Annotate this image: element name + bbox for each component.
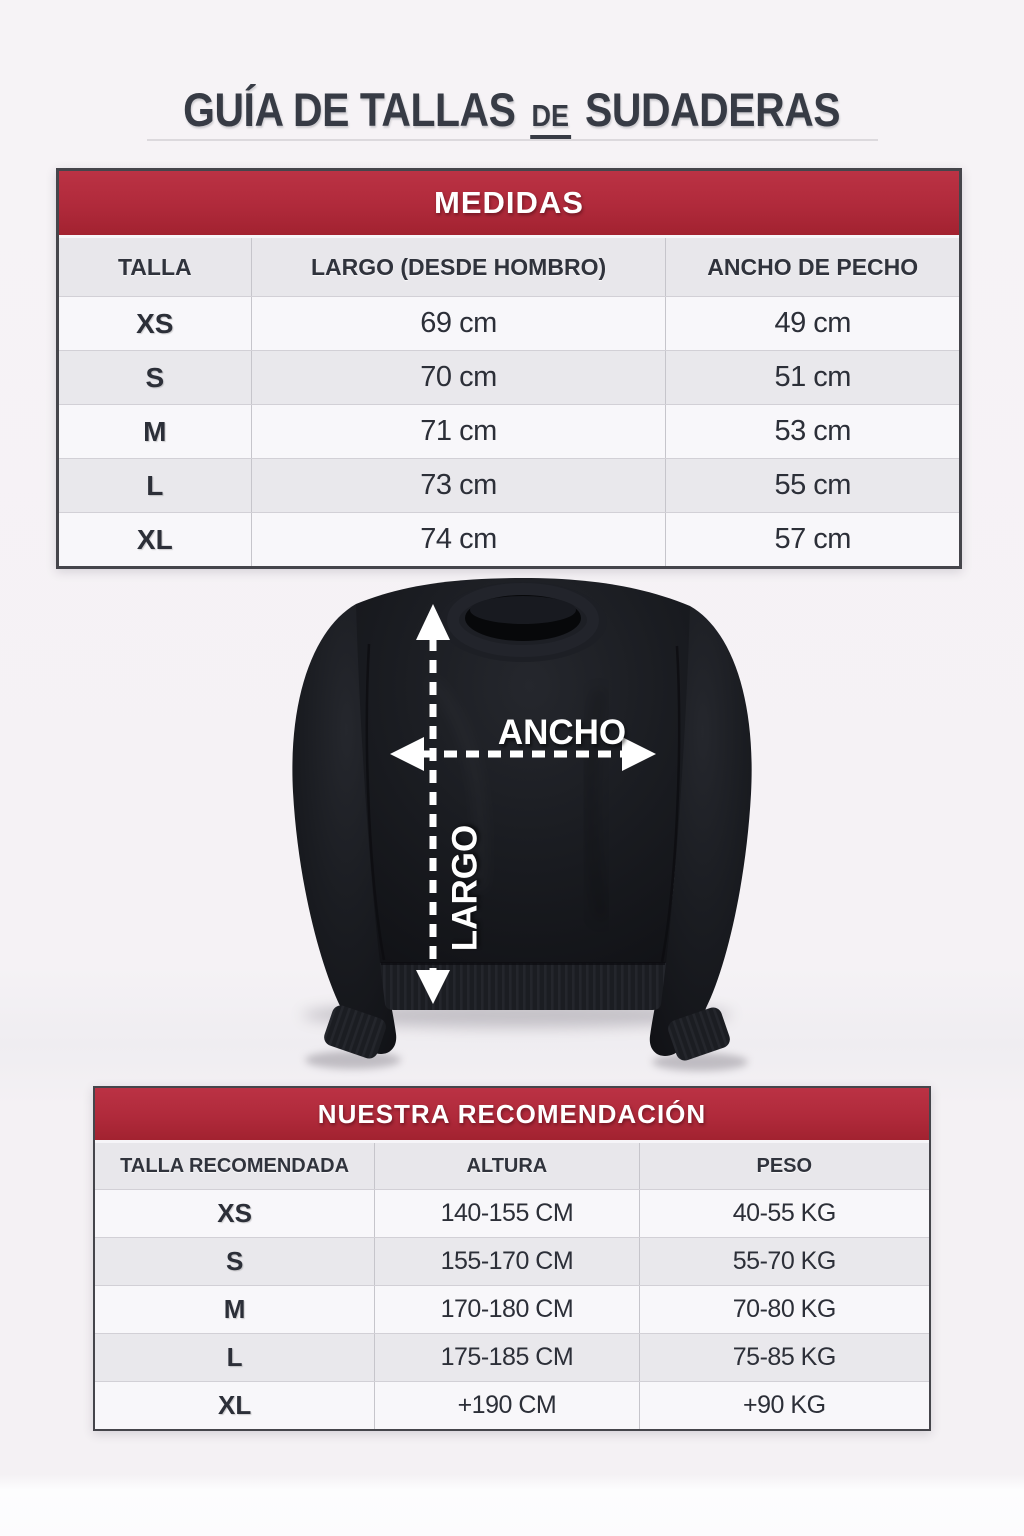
hem-seam (381, 962, 665, 965)
page-title (0, 82, 1024, 139)
recommendation-table (93, 1086, 931, 1431)
column-header-ancho: ANCHO DE PECHO (707, 253, 919, 280)
title-left: GUÍA DE TALLAS (183, 83, 516, 136)
measures-table-header: MEDIDAS (59, 171, 959, 238)
measures-column-headers (59, 238, 959, 296)
ancho-value: 53 cm (774, 415, 851, 447)
ancho-value: 49 cm (774, 307, 851, 339)
altura-value: 170-180 CM (375, 1286, 639, 1333)
size-label: XL (95, 1382, 375, 1429)
size-label: XS (95, 1190, 375, 1237)
title-divider (147, 139, 878, 141)
largo-value: 69 cm (252, 297, 667, 350)
table-row (59, 296, 959, 350)
table-row (59, 458, 959, 512)
peso-value: 70-80 KG (732, 1295, 836, 1323)
largo-value: 71 cm (252, 405, 667, 458)
title-de-underlined: DE (530, 98, 571, 139)
length-arrow-label: LARGO (445, 824, 485, 952)
altura-value: 140-155 CM (375, 1190, 639, 1237)
size-label: L (95, 1334, 375, 1381)
peso-value: 40-55 KG (732, 1199, 836, 1227)
column-header-talla: TALLA (59, 238, 252, 296)
table-row (95, 1285, 929, 1333)
measures-table (56, 168, 962, 569)
ancho-value: 51 cm (774, 361, 851, 393)
table-row (95, 1381, 929, 1429)
table-row (59, 512, 959, 566)
size-label: M (59, 405, 252, 458)
peso-value: +90 KG (743, 1391, 826, 1419)
largo-value: 73 cm (252, 459, 667, 512)
sweatshirt-diagram (250, 560, 780, 1080)
column-header-largo: LARGO (DESDE HOMBRO) (252, 238, 667, 296)
size-label: XS (59, 297, 252, 350)
column-header-peso: PESO (756, 1154, 813, 1177)
collar-inner-back (470, 596, 576, 624)
title-right: SUDADERAS (585, 83, 841, 136)
altura-value: 175-185 CM (375, 1334, 639, 1381)
largo-value: 70 cm (252, 351, 667, 404)
size-label: XL (59, 513, 252, 566)
largo-value: 74 cm (252, 513, 667, 566)
table-row (59, 350, 959, 404)
size-label: S (59, 351, 252, 404)
sweatshirt-illustration (250, 560, 780, 1080)
recommendation-table-header: NUESTRA RECOMENDACIÓN (95, 1088, 929, 1143)
table-row (59, 404, 959, 458)
ancho-value: 57 cm (774, 523, 851, 555)
size-label: M (95, 1286, 375, 1333)
size-label: L (59, 459, 252, 512)
size-label: S (95, 1238, 375, 1285)
altura-value: +190 CM (375, 1382, 639, 1429)
ancho-value: 55 cm (774, 469, 851, 501)
cuff-shadow-left (305, 1051, 401, 1069)
table-row (95, 1189, 929, 1237)
table-row (95, 1333, 929, 1381)
peso-value: 55-70 KG (732, 1247, 836, 1275)
recommendation-column-headers (95, 1143, 929, 1189)
column-header-altura: ALTURA (375, 1143, 639, 1189)
column-header-talla-recomendada: TALLA RECOMENDADA (95, 1143, 375, 1189)
width-arrow-label: ANCHO (497, 713, 627, 752)
altura-value: 155-170 CM (375, 1238, 639, 1285)
peso-value: 75-85 KG (732, 1343, 836, 1371)
table-row (95, 1237, 929, 1285)
